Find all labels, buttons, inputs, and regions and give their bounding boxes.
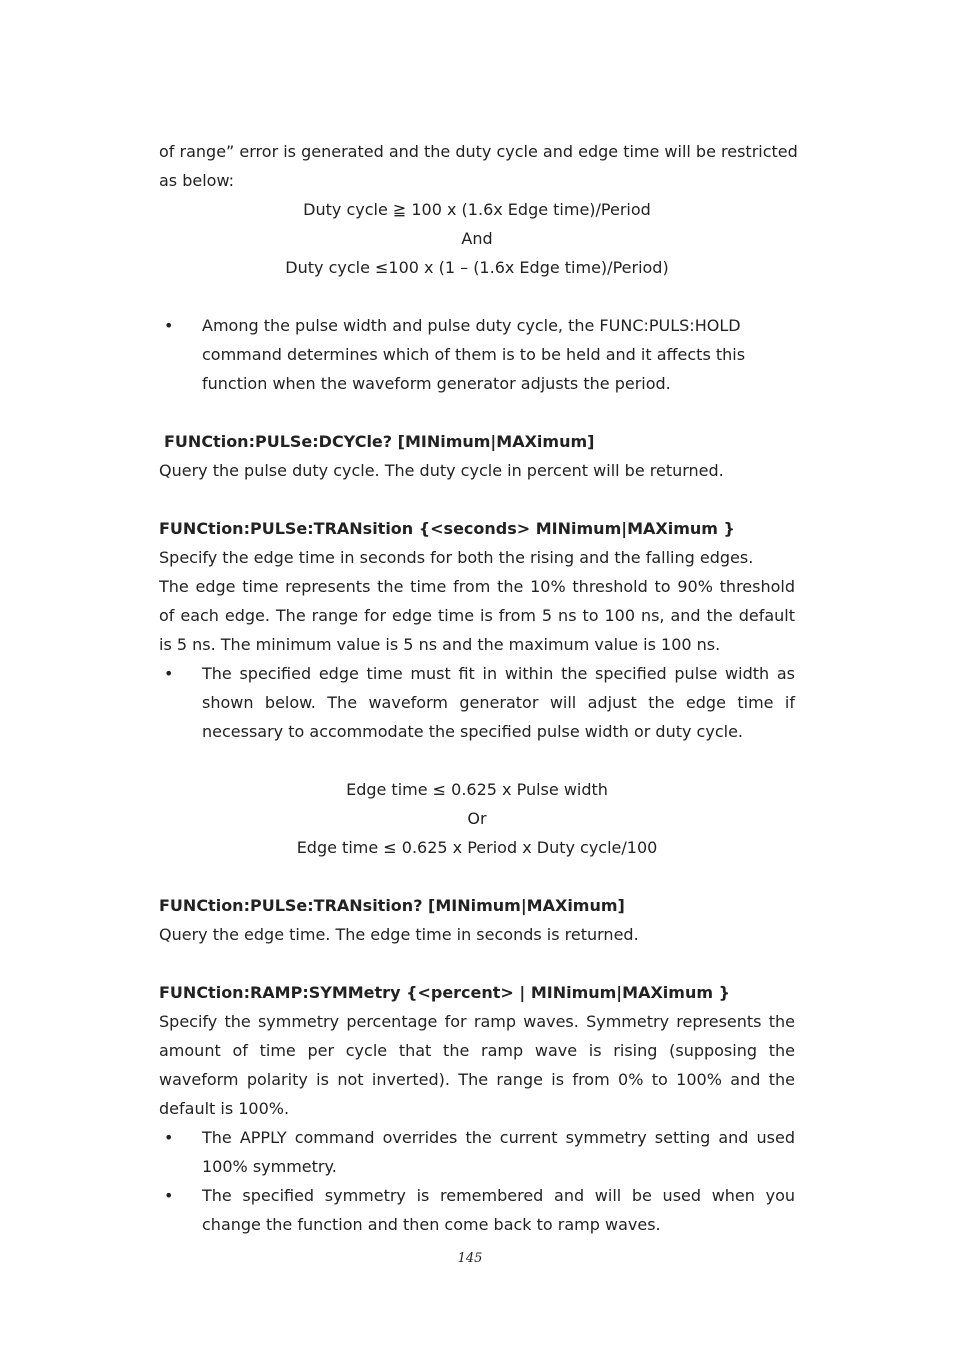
formula-edge-time-pulse-width: Edge time ≤ 0.625 x Pulse width: [346, 780, 608, 799]
transition-body: The edge time represents the time from the 10% threshold to 90% threshold of each edge. The range for edge time is from 5 ns to 100 ns, and the default is 5 ns. The minimum value is 5 ns and the maximum value is 100 ns.: [159, 577, 795, 654]
bullet-edge-time: [159, 659, 795, 746]
dcycle-query-body: Query the pulse duty cycle. The duty cycle in percent will be returned.: [159, 461, 724, 480]
spacer: [159, 485, 795, 514]
intro-line-1: of range” error is generated and the duty cycle and edge time will be restricted: [159, 142, 798, 161]
spacer: [159, 398, 795, 427]
spacer: [159, 862, 795, 891]
bullet-dot-icon: •: [164, 316, 174, 335]
document-page: [159, 137, 798, 1239]
bullet-dot-icon: •: [164, 664, 174, 683]
heading-dcycle-query: FUNCtion:PULSe:DCYCle? [MINimum|MAXimum]: [164, 432, 595, 451]
bullet-hold: [159, 311, 795, 398]
formula-edge-time-period: Edge time ≤ 0.625 x Period x Duty cycle/100: [296, 838, 658, 857]
formula-duty-cycle-max: Duty cycle ≤100 x (1 – (1.6x Edge time)/Period): [285, 258, 669, 277]
bullet-dot-icon: •: [164, 1186, 174, 1205]
bullet-edge-time-text: The specified edge time must fit in within the specified pulse width as shown below. The waveform generator will adjust the edge time if necessary to accommodate the specified pulse width or duty cycle.: [202, 664, 795, 741]
intro-line-2: as below:: [159, 171, 235, 190]
formula-or: Or: [467, 809, 487, 828]
spacer: [159, 746, 795, 775]
page-number: 145: [457, 1251, 483, 1266]
heading-ramp-symmetry: FUNCtion:RAMP:SYMMetry {<percent> | MINimum|MAXimum }: [159, 983, 730, 1002]
spacer: [159, 282, 795, 311]
bullet-apply-override: [159, 1123, 795, 1181]
bullet-dot-icon: •: [164, 1128, 174, 1147]
bullet-symmetry-remembered: [159, 1181, 795, 1239]
bullet-apply-override-text: The APPLY command overrides the current symmetry setting and used 100% symmetry.: [202, 1128, 795, 1176]
bullet-symmetry-remembered-text: The specified symmetry is remembered and will be used when you change the function and then come back to ramp waves.: [202, 1186, 795, 1234]
transition-line-1: Specify the edge time in seconds for both the rising and the falling edges.: [159, 548, 754, 567]
heading-transition-query: FUNCtion:PULSe:TRANsition? [MINimum|MAXimum]: [159, 896, 625, 915]
formula-and: And: [461, 229, 493, 248]
ramp-symmetry-body: Specify the symmetry percentage for ramp waves. Symmetry represents the amount of time per cycle that the ramp wave is rising (supposing the waveform polarity is not inverted). The range is from 0% to 100% and the default is 100%.: [159, 1012, 795, 1118]
heading-transition: FUNCtion:PULSe:TRANsition {<seconds> MINimum|MAXimum }: [159, 519, 735, 538]
bullet-hold-text: Among the pulse width and pulse duty cycle, the FUNC:PULS:HOLD command determines which of them is to be held and it affects this function when the waveform generator adjusts the period.: [202, 316, 746, 393]
formula-duty-cycle-min: Duty cycle ≧ 100 x (1.6x Edge time)/Period: [303, 200, 651, 219]
spacer: [159, 949, 795, 978]
transition-query-body: Query the edge time. The edge time in seconds is returned.: [159, 925, 639, 944]
